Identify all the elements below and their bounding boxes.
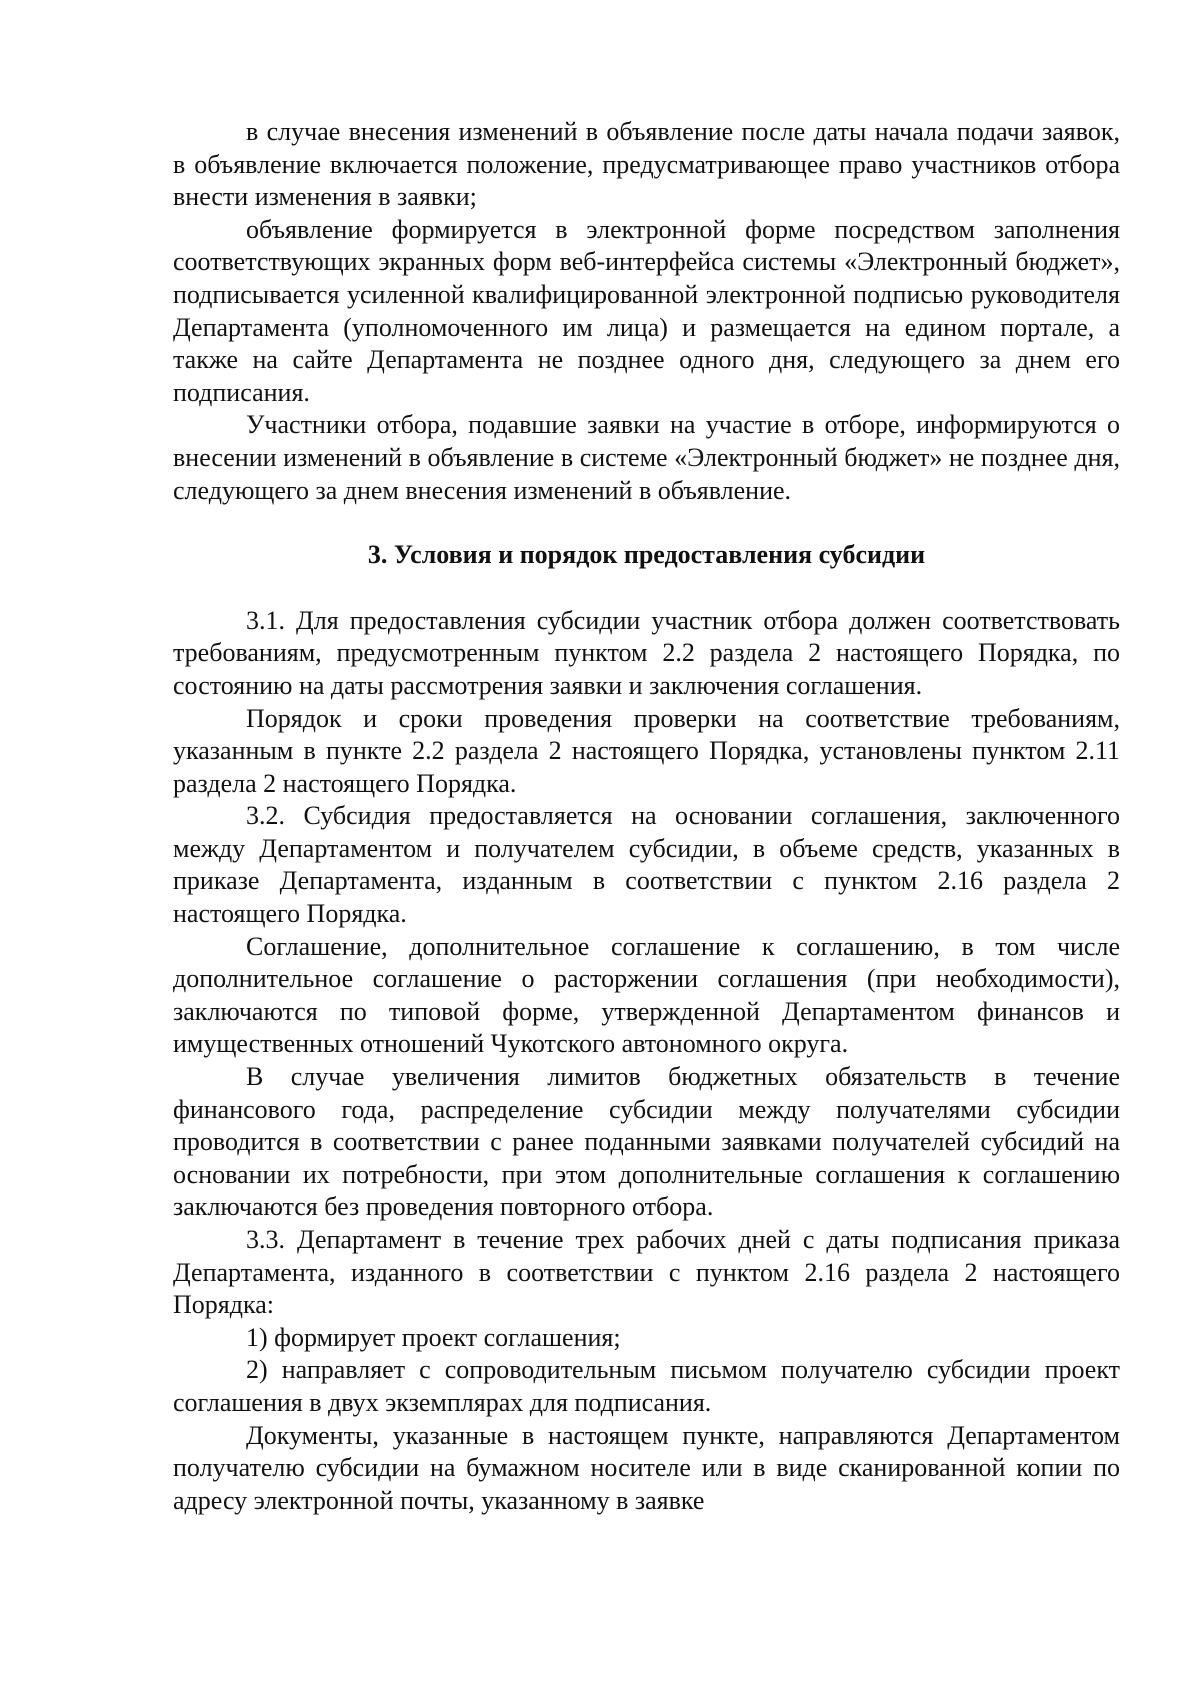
document-page	[173, 116, 1120, 1517]
section-paragraph-documents: Документы, указанные в настоящем пункте, направляются Департаментом получателю субсидии на бумажном носителе или в виде сканированной копии по адресу электронной почты, указанному в заявке	[173, 1420, 1120, 1515]
intro-paragraph-1: в случае внесения изменений в объявление после даты начала подачи заявок, в объявление включается положение, предусматривающее право участников отбора внести изменения в заявки;	[173, 117, 1120, 212]
list-item-2: 2) направляет с сопроводительным письмом получателю субсидии проект соглашения в двух экземплярах для подписания.	[173, 1355, 1120, 1417]
section-paragraph-3-2: 3.2. Субсидия предоставляется на основании соглашения, заключенного между Департаментом и получателем субсидии, в объеме средств, указанных в приказе Департамента, изданным в соответствии с пунктом 2.16 раздела 2 настоящего Порядка.	[173, 801, 1120, 929]
list-item-1: 1) формирует проект соглашения;	[246, 1322, 621, 1352]
section-heading: 3. Условия и порядок предоставления субсидии	[367, 540, 926, 570]
intro-paragraph-2: объявление формируется в электронной форме посредством заполнения соответствующих экранных форм веб-интерфейса системы «Электронный бюджет», подписывается усиленной квалифицированной электронной подписью руководителя Департамента (уполномоченного им лица) и размещается на едином портале, а также на сайте Департамента не позднее одного дня, следующего за днем его подписания.	[173, 214, 1120, 407]
section-paragraph-check-order: Порядок и сроки проведения проверки на соответствие требованиям, указанным в пункте 2.2 раздела 2 настоящего Порядка, установлены пунктом 2.11 раздела 2 настоящего Порядка.	[173, 703, 1120, 798]
intro-paragraph-3: Участники отбора, подавшие заявки на участие в отборе, информируются о внесении изменений в объявление в системе «Электронный бюджет» не позднее дня, следующего за днем внесения изменений в объявление.	[173, 410, 1120, 505]
section-paragraph-3-1: 3.1. Для предоставления субсидии участник отбора должен соответствовать требованиям, предусмотренным пунктом 2.2 раздела 2 настоящего Порядка, по состоянию на даты рассмотрения заявки и заключения соглашения.	[173, 605, 1120, 700]
section-paragraph-3-3: 3.3. Департамент в течение трех рабочих дней с даты подписания приказа Департамента, изданного в соответствии с пунктом 2.16 раздела 2 настоящего Порядка:	[173, 1225, 1120, 1320]
section-paragraph-agreement-form: Соглашение, дополнительное соглашение к соглашению, в том числе дополнительное соглашение о расторжении соглашения (при необходимости), заключаются по типовой форме, утвержденной Департаментом финансов и имущественных отношений Чукотского автономного округа.	[173, 931, 1120, 1059]
section-paragraph-limits: В случае увеличения лимитов бюджетных обязательств в течение финансового года, распределение субсидии между получателями субсидии проводится в соответствии с ранее поданными заявками получателей субсидий на основании их потребности, при этом дополнительные соглашения к соглашению заключаются без проведения повторного отбора.	[173, 1062, 1120, 1222]
